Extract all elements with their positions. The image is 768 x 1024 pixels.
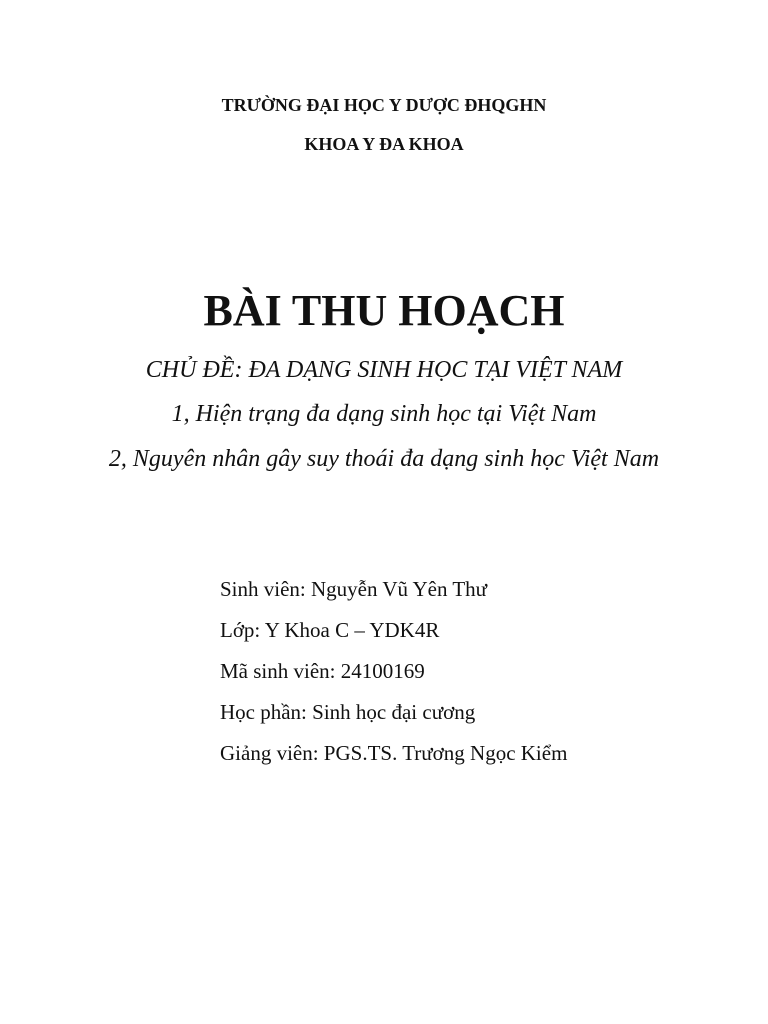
lecturer-line: Giảng viên: PGS.TS. Trương Ngọc Kiểm bbox=[220, 741, 568, 765]
topic-heading: CHỦ ĐỀ: ĐA DẠNG SINH HỌC TẠI VIỆT NAM bbox=[145, 357, 623, 383]
course-line: Học phần: Sinh học đại cương bbox=[220, 700, 476, 724]
faculty-name: KHOA Y ĐA KHOA bbox=[304, 134, 464, 154]
student-info-block bbox=[220, 576, 740, 781]
document-title: BÀI THU HOẠCH bbox=[203, 286, 565, 335]
topic-item-2: 2, Nguyên nhân gây suy thoái đa dạng sinh học Việt Nam bbox=[108, 446, 660, 472]
class-line: Lớp: Y Khoa C – YDK4R bbox=[220, 618, 440, 642]
student-id-line: Mã sinh viên: 24100169 bbox=[220, 659, 425, 683]
student-name-line: Sinh viên: Nguyễn Vũ Yên Thư bbox=[220, 577, 488, 601]
school-name: TRƯỜNG ĐẠI HỌC Y DƯỢC ĐHQGHN bbox=[221, 95, 547, 115]
topic-item-1: 1, Hiện trạng đa dạng sinh học tại Việt Nam bbox=[171, 401, 597, 427]
